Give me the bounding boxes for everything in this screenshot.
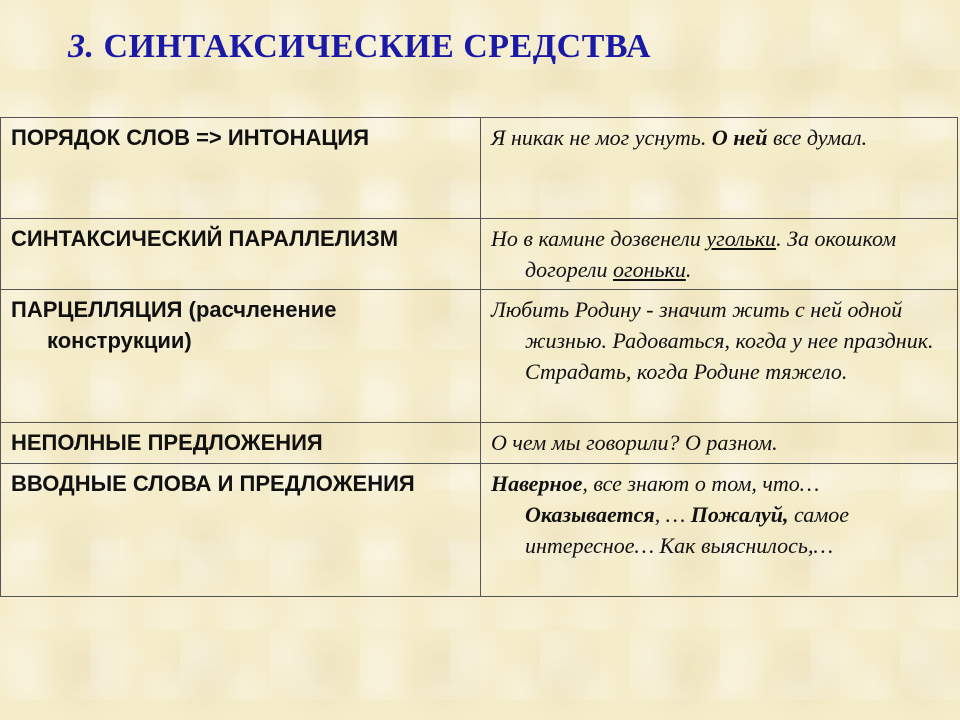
term-cell [1,118,481,219]
table-row [1,423,958,464]
example-bold-fragment: Пожалуй, [690,502,789,527]
example-bold-fragment: О ней [711,125,768,150]
example-fragment: , … [654,502,691,527]
example-text [491,122,947,153]
example-underlined-fragment: угольки [706,226,777,251]
term-cell [1,423,481,464]
term-text: ВВОДНЫЕ СЛОВА И ПРЕДЛОЖЕНИЯ [11,471,415,496]
term-text: ПАРЦЕЛЛЯЦИЯ (расчленение конструкции) [11,297,337,353]
term-text: СИНТАКСИЧЕСКИЙ ПАРАЛЛЕЛИЗМ [11,226,399,251]
table-row [1,118,958,219]
example-fragment: , все знают о том, что… [582,471,820,496]
example-fragment: . [685,257,692,282]
example-underlined-fragment: огоньки [613,257,686,282]
slide-title-text: СИНТАКСИЧЕСКИЕ СРЕДСТВА [103,28,651,65]
table-row [1,290,958,423]
example-fragment: Но в камине дозвенели [491,226,707,251]
syntax-means-table [0,117,958,597]
slide-title-number: 3. [68,28,95,65]
example-text: Любить Родину - значит жить с ней одной жизнью. Радоваться, когда у нее праздник. Страдать, когда Родине тяжело. [491,297,934,384]
example-cell [481,290,958,423]
example-fragment: Я никак не мог уснуть. [491,125,712,150]
example-bold-fragment: Оказывается [525,502,655,527]
term-cell [1,290,481,423]
table-row [1,464,958,597]
example-text [491,223,947,285]
example-cell [481,219,958,290]
example-text [491,468,947,561]
example-fragment: . За окошком догорели [525,226,897,282]
term-text: ПОРЯДОК СЛОВ => ИНТОНАЦИЯ [11,125,370,150]
example-cell [481,423,958,464]
example-fragment: все думал. [767,125,868,150]
example-cell [481,464,958,597]
slide-title [68,28,651,66]
example-fragment: самое интересное… Как выяснилось,… [525,502,849,558]
example-bold-fragment: Наверное [491,471,583,496]
table-row [1,219,958,290]
example-cell [481,118,958,219]
example-text: О чем мы говорили? О разном. [491,430,778,455]
term-cell [1,219,481,290]
term-text: НЕПОЛНЫЕ ПРЕДЛОЖЕНИЯ [11,430,323,455]
term-cell [1,464,481,597]
